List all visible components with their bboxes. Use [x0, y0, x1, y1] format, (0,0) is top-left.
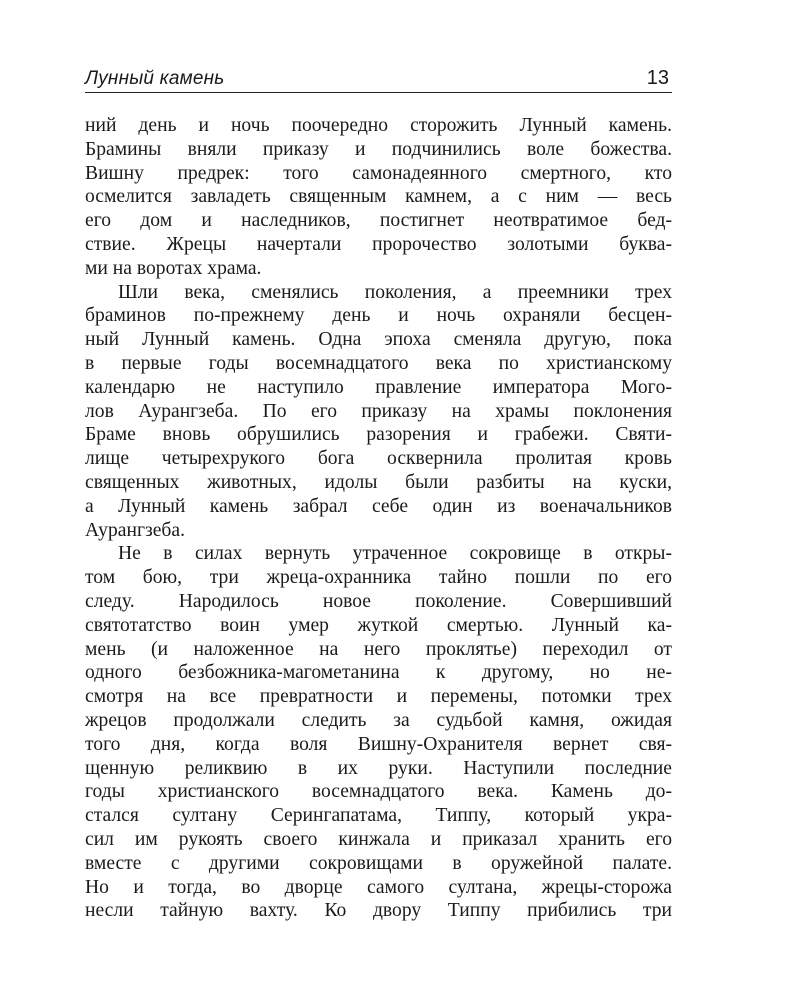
running-header [85, 64, 672, 93]
text-line: ний день и ночь поочередно сторожить Лунный камень. [85, 115, 672, 136]
text-line: одного безбожника-магометанина к другому, но не- [85, 662, 672, 684]
text-line: сил им рукоять своего кинжала и приказал хранить его [85, 828, 672, 850]
page-number: 13 [646, 67, 669, 89]
text-line: ми на воротах храма. [85, 257, 262, 279]
text-line: вместе с другими сокровищами в оружейной палате. [85, 852, 672, 874]
body-text [85, 114, 672, 923]
text-line: смотря на все превратности и перемены, потомки трех [85, 686, 672, 708]
text-line: стался султану Серингапатама, Типпу, который укра- [85, 805, 672, 827]
text-line: а Лунный камень забрал себе один из военачальников [85, 495, 672, 517]
text-line: Не в силах вернуть утраченное сокровище в откры- [118, 543, 672, 565]
text-line: Шли века, сменялись поколения, а преемники трех [118, 281, 672, 303]
text-line: ствие. Жрецы начертали пророчество золотыми буква- [85, 233, 672, 255]
text-line: осмелится завладеть священным камнем, а с ним — весь [85, 186, 672, 208]
text-line: в первые годы восемнадцатого века по христианскому [85, 352, 672, 374]
text-line: следу. Народилось новое поколение. Совершивший [85, 590, 672, 612]
text-line: того дня, когда воля Вишну-Охранителя вернет свя- [85, 733, 672, 755]
text-line: Аурангзеба. [85, 519, 185, 541]
text-line: Вишну предрек: того самонадеянного смертного, кто [85, 162, 672, 184]
text-line: Брамины вняли приказу и подчинились воле божества. [85, 138, 672, 160]
text-line: ный Лунный камень. Одна эпоха сменяла другую, пока [85, 329, 672, 351]
text-line: Браме вновь обрушились разорения и грабежи. Святи- [85, 424, 672, 446]
text-line: священных животных, идолы были разбиты на куски, [85, 471, 672, 493]
text-line: браминов по-прежнему день и ночь охраняли бесцен- [85, 305, 672, 327]
text-line: том бою, три жреца-охранника тайно пошли по его [85, 567, 672, 589]
text-line: его дом и наследников, постигнет неотвратимое бед- [85, 210, 672, 232]
text-line: щенную реликвию в их руки. Наступили последние [85, 757, 672, 779]
text-line: календарю не наступило правление императора Могo- [85, 376, 672, 398]
running-title: Лунный камень [85, 68, 225, 89]
paragraph-1 [85, 114, 672, 281]
text-line: Но и тогда, во дворце самого султана, жрецы-сторожа [85, 876, 672, 898]
text-line: жрецов продолжали следить за судьбой камня, ожидая [85, 709, 672, 731]
text-line: святотатство воин умер жуткой смертью. Лунный ка- [85, 614, 672, 636]
text-line: несли тайную вахту. Ко двору Типпу прибились три [85, 900, 672, 922]
book-page [85, 64, 672, 923]
text-line: мень (и наложенное на него проклятье) переходил от [85, 638, 672, 660]
paragraph-3 [85, 542, 672, 923]
text-line: годы христианского восемнадцатого века. Камень до- [85, 781, 672, 803]
text-line: лов Аурангзеба. По его приказу на храмы поклонения [85, 400, 672, 422]
text-line: лище четырехрукого бога осквернила пролитая кровь [85, 448, 672, 470]
paragraph-2 [85, 281, 672, 543]
